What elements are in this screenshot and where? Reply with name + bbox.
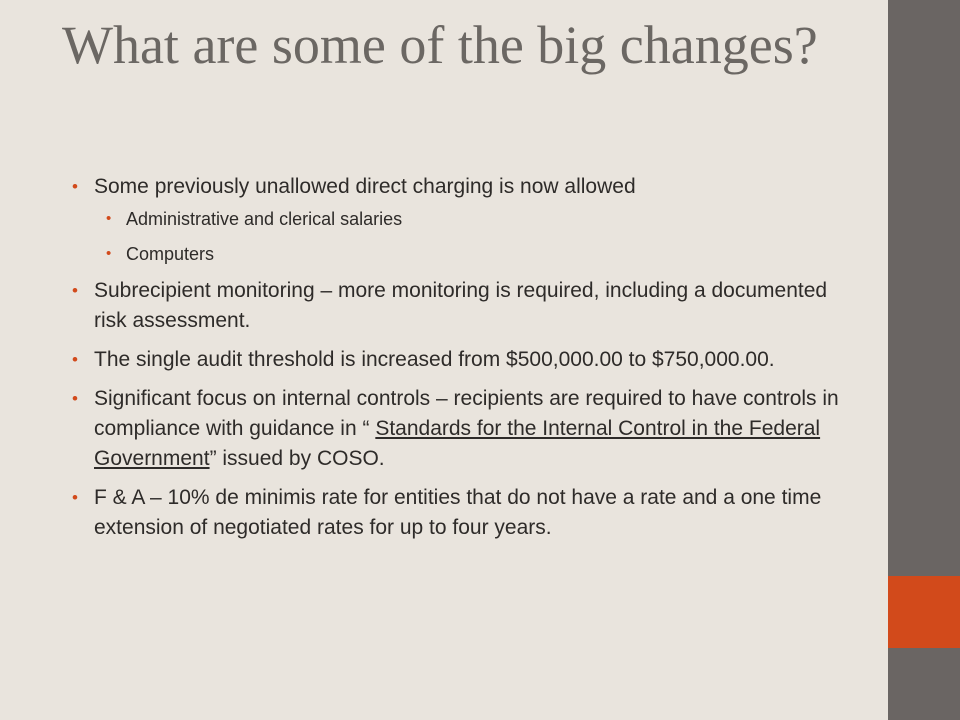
bullet-text: F & A – 10% de minimis rate for entities that do not have a rate and a one time extension of negotiated rates for up to four years.	[94, 486, 822, 539]
bullet-item	[70, 172, 840, 267]
bullet-item	[70, 483, 840, 543]
bullet-item	[70, 345, 840, 375]
bullet-dot-icon: •	[72, 488, 78, 507]
bullet-dot-icon: •	[72, 350, 78, 369]
sub-bullet-item	[94, 206, 840, 232]
standards-link[interactable]: Standards for the Internal Control in the Federal Government	[94, 417, 821, 470]
side-accent-block	[888, 576, 960, 648]
bullet-dot-icon: •	[106, 210, 112, 227]
slide-title: What are some of the big changes?	[62, 15, 818, 75]
sub-bullet-item	[94, 241, 840, 267]
bullet-item	[70, 384, 840, 474]
sub-bullet-list	[94, 206, 840, 267]
bullet-dot-icon: •	[72, 281, 78, 300]
sub-bullet-text: Computers	[126, 244, 215, 264]
bullet-text-after: ” issued by COSO.	[209, 447, 385, 470]
bullet-text-before: Significant focus on internal controls – recipients are required to have controls in compliance with guidance in “	[94, 387, 839, 440]
bullet-text: Some previously unallowed direct charging is now allowed	[94, 175, 636, 198]
bullet-dot-icon: •	[72, 389, 78, 408]
bullet-text: The single audit threshold is increased from $500,000.00 to $750,000.00.	[94, 348, 775, 371]
bullet-dot-icon: •	[106, 245, 112, 262]
bullet-list	[70, 172, 840, 543]
sub-bullet-text: Administrative and clerical salaries	[126, 209, 403, 229]
bullet-text: Subrecipient monitoring – more monitoring is required, including a documented risk assessment.	[94, 279, 828, 332]
bullet-dot-icon: •	[72, 177, 78, 196]
slide-content	[70, 172, 840, 552]
bullet-item	[70, 276, 840, 336]
